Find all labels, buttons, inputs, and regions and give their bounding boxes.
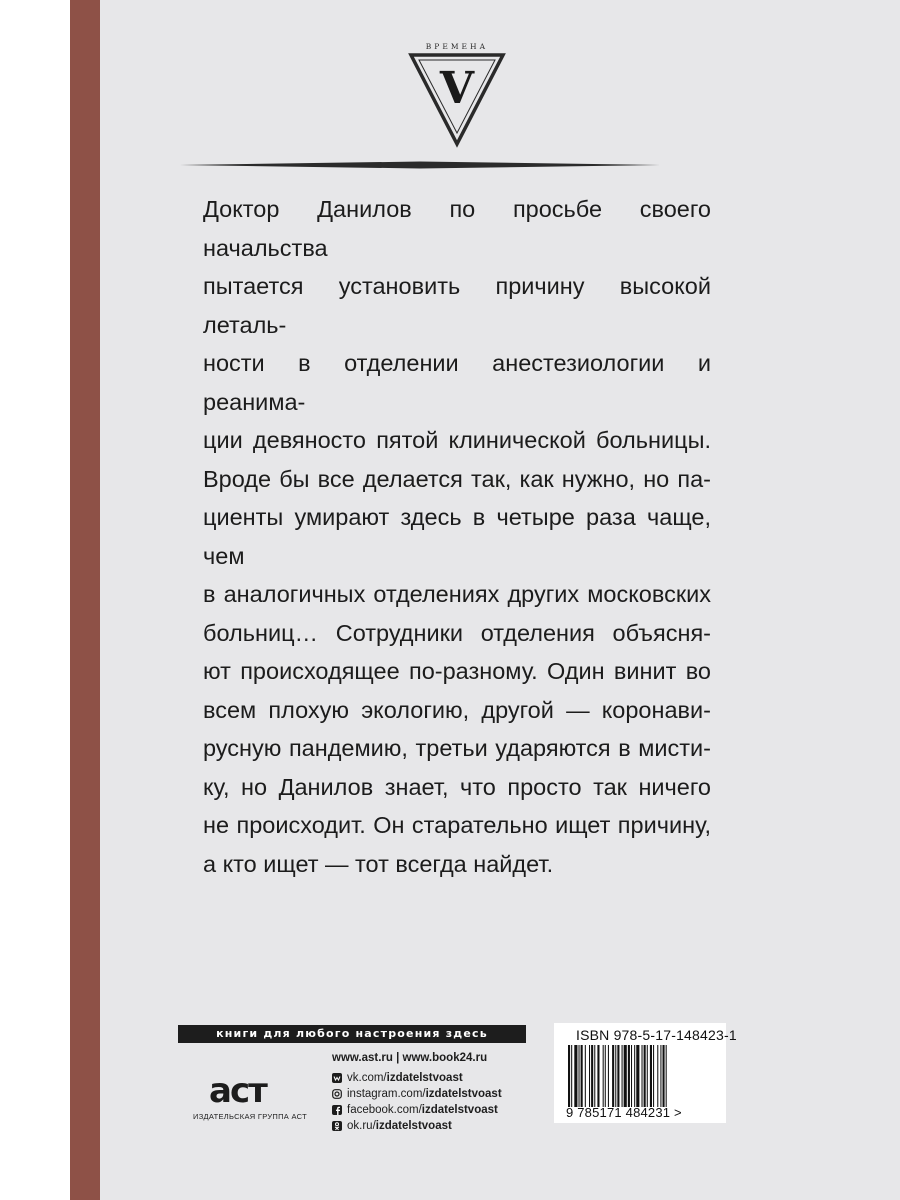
barcode-stripe [589, 1045, 590, 1107]
social-handle: izdatelstvoast [375, 1120, 452, 1132]
barcode-stripe [647, 1045, 648, 1107]
social-handle: izdatelstvoast [386, 1072, 463, 1084]
barcode-stripe [650, 1045, 652, 1107]
barcode-stripe [644, 1045, 646, 1107]
annotation-line: а кто ищет — тот всегда найдет. [203, 850, 554, 877]
annotation-line: не происходит. Он старательно ищет причину, [203, 812, 711, 838]
barcode-digits: 9 785171 484231 > [566, 1105, 682, 1120]
barcode-stripe [653, 1045, 654, 1107]
annotation-line: всем плохую экологию, другой — коронави- [203, 696, 711, 723]
barcode-stripe [666, 1045, 667, 1107]
annotation-line: ку, но Данилов знает, что просто так ничего [203, 773, 711, 800]
annotation-line: циенты умирают здесь в четыре раза чаще, чем [203, 504, 711, 569]
decorative-rule [180, 161, 660, 169]
vk-icon [332, 1073, 342, 1083]
ast-publisher-logo [205, 1058, 295, 1108]
barcode-stripe [597, 1045, 599, 1107]
barcode-stripe [568, 1045, 570, 1107]
barcode-stripe [628, 1045, 630, 1107]
annotation-line: Доктор Данилов по просьбе своего начальства [203, 196, 711, 261]
barcode-stripe [574, 1045, 577, 1107]
barcode-stripe [642, 1045, 643, 1107]
social-handle: izdatelstvoast [421, 1104, 498, 1116]
barcode-stripe [622, 1045, 623, 1107]
isbn-label: ISBN 978-5-17-148423-1 [576, 1027, 737, 1043]
barcode-stripe [615, 1045, 616, 1107]
facebook-icon [332, 1105, 342, 1115]
barcode-stripe [624, 1045, 627, 1107]
instagram-icon [332, 1089, 342, 1099]
barcode-stripe [608, 1045, 609, 1107]
barcode-stripe [636, 1045, 639, 1107]
annotation-line: русную пандемию, третьи ударяются в мисти- [203, 735, 711, 761]
spine-stripe [70, 0, 100, 1200]
social-handle: izdatelstvoast [425, 1088, 502, 1100]
barcode-stripe [634, 1045, 635, 1107]
tagline-banner: книги для любого настроения здесь [178, 1025, 526, 1043]
annotation-line: Вроде бы все делается так, как нужно, но па- [203, 465, 711, 492]
barcode-stripe [605, 1045, 606, 1107]
barcode-stripe [660, 1045, 661, 1107]
series-label: ВРЕМЕНА [425, 42, 489, 51]
social-link-odnoklassniki[interactable] [332, 1118, 502, 1134]
social-prefix: facebook.com/ [347, 1104, 422, 1116]
barcode-stripe [571, 1045, 572, 1107]
series-letter: V [439, 63, 475, 114]
annotation-line: ют происходящее по-разному. Один винит во [203, 658, 711, 684]
annotation-line: больниц… Сотрудники отделения объясня- [203, 619, 711, 646]
barcode-stripe [594, 1045, 595, 1107]
social-prefix: ok.ru/ [347, 1120, 376, 1132]
social-link-instagram[interactable] [332, 1086, 502, 1102]
annotation-line: пытается установить причину высокой леталь- [203, 273, 711, 338]
annotation-line: в аналогичных отделениях других московских [203, 581, 711, 607]
barcode-stripe [631, 1045, 632, 1107]
book-annotation [203, 190, 711, 883]
series-logo [405, 38, 509, 148]
barcode-stripe [663, 1045, 665, 1107]
barcode-stripe [612, 1045, 614, 1107]
barcode-stripe [657, 1045, 658, 1107]
barcode-stripe [617, 1045, 619, 1107]
barcode-stripe [579, 1045, 580, 1107]
isbn-barcode [566, 1045, 716, 1107]
social-link-vk[interactable] [332, 1070, 502, 1086]
social-prefix: instagram.com/ [347, 1088, 426, 1100]
social-prefix: vk.com/ [347, 1072, 387, 1084]
social-link-facebook[interactable] [332, 1102, 502, 1118]
publisher-sites[interactable]: www.ast.ru | www.book24.ru [332, 1052, 488, 1064]
barcode-stripe [581, 1045, 583, 1107]
annotation-line: ции девяносто пятой клинической больницы. [203, 427, 711, 453]
publisher-links [332, 1050, 502, 1134]
annotation-line: ности в отделении анестезиологии и реанима- [203, 350, 711, 415]
barcode-stripe [585, 1045, 586, 1107]
ast-logo-text: аст [209, 1071, 266, 1108]
publisher-name: ИЗДАТЕЛЬСКАЯ ГРУППА АСТ [193, 1112, 307, 1121]
barcode-stripe [603, 1045, 604, 1107]
odnoklassniki-icon [332, 1121, 342, 1131]
barcode-stripe [591, 1045, 593, 1107]
